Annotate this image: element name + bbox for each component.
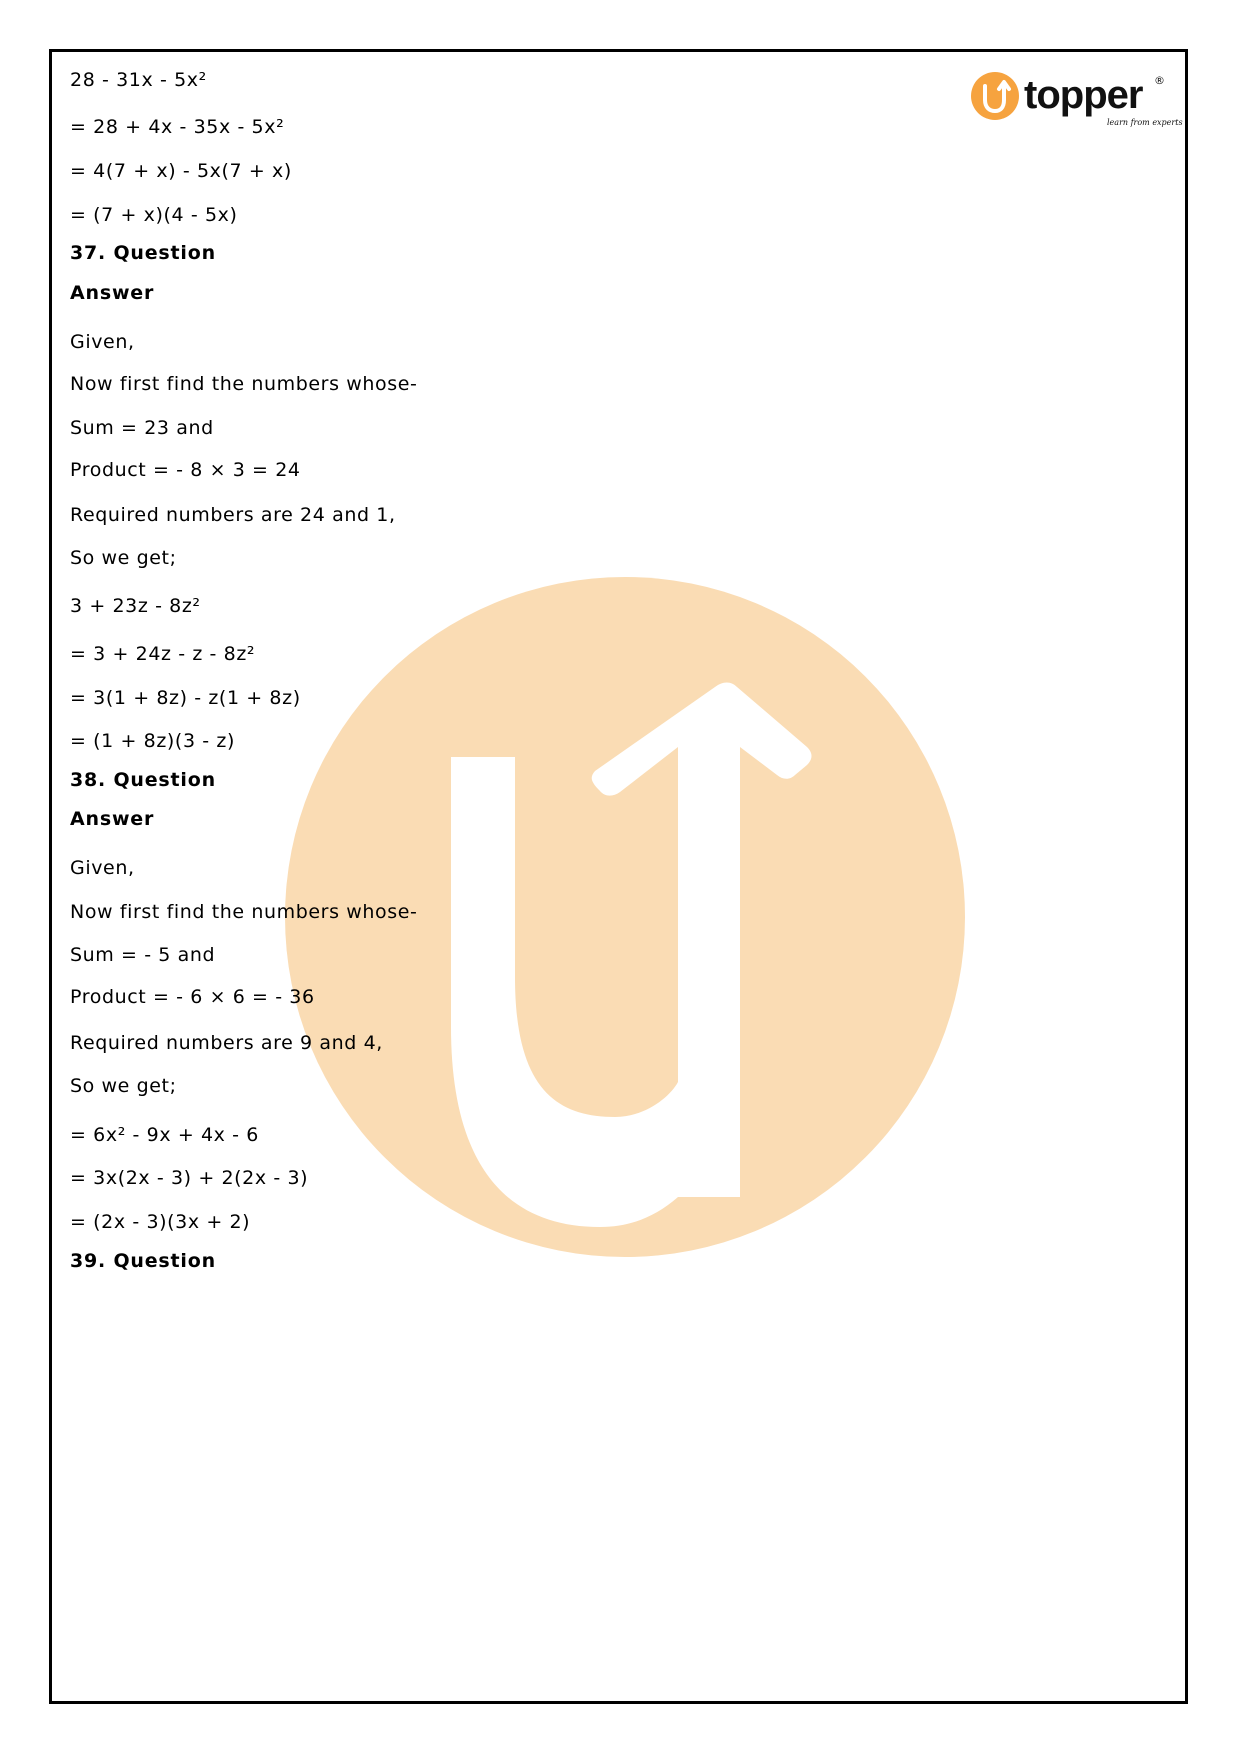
logo-tagline: learn from experts — [1107, 118, 1183, 127]
text-line: Required numbers are 9 and 4, — [70, 1032, 383, 1054]
math-line: = (2x - 3)(3x + 2) — [70, 1211, 251, 1233]
text-line: Required numbers are 24 and 1, — [70, 504, 396, 526]
question-heading: 39. Question — [70, 1250, 216, 1272]
text-line: Sum = 23 and — [70, 417, 214, 439]
answer-heading: Answer — [70, 808, 155, 830]
logo-registered-mark: ® — [1154, 74, 1165, 87]
math-line: = 4(7 + x) - 5x(7 + x) — [70, 160, 292, 182]
math-line: = 3 + 24z - z - 8z² — [70, 643, 256, 665]
question-heading: 37. Question — [70, 242, 216, 264]
math-line: = 3x(2x - 3) + 2(2x - 3) — [70, 1167, 309, 1189]
math-line: 28 - 31x - 5x² — [70, 69, 207, 91]
math-line: 3 + 23z - 8z² — [70, 595, 201, 617]
text-line: Given, — [70, 857, 135, 879]
text-line: So we get; — [70, 547, 177, 569]
text-line: Now first find the numbers whose- — [70, 373, 418, 395]
text-line: Product = - 6 × 6 = - 36 — [70, 986, 315, 1008]
answer-heading: Answer — [70, 282, 155, 304]
logo-wordmark: topper — [1024, 73, 1143, 117]
question-heading: 38. Question — [70, 769, 216, 791]
text-line: Product = - 8 × 3 = 24 — [70, 459, 301, 481]
text-line: Now first find the numbers whose- — [70, 901, 418, 923]
text-line: So we get; — [70, 1075, 177, 1097]
math-line: = 6x² - 9x + 4x - 6 — [70, 1124, 259, 1146]
text-line: Given, — [70, 331, 135, 353]
math-line: = (7 + x)(4 - 5x) — [70, 204, 238, 226]
text-line: Sum = - 5 and — [70, 944, 216, 966]
math-line: = (1 + 8z)(3 - z) — [70, 730, 235, 752]
math-line: = 3(1 + 8z) - z(1 + 8z) — [70, 687, 301, 709]
topper-logo — [970, 70, 1183, 132]
math-line: = 28 + 4x - 35x - 5x² — [70, 116, 285, 138]
